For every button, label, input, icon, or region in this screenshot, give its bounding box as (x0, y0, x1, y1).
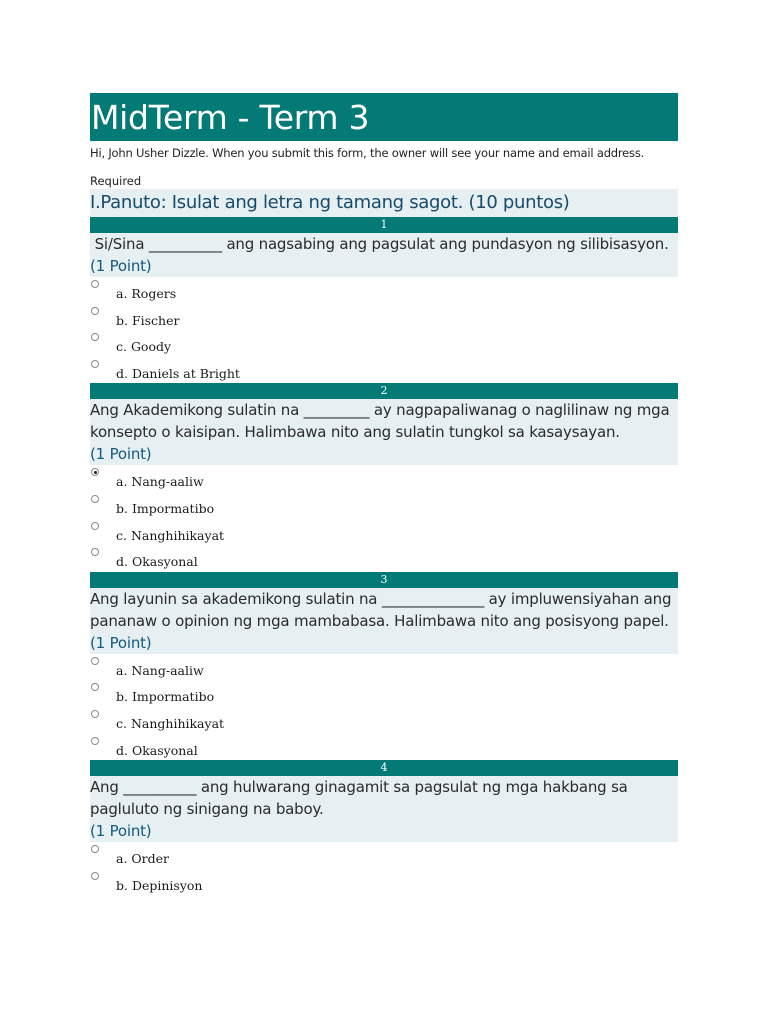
form-title: MidTerm - Term 3 (90, 93, 678, 141)
option-label: c. Goody (116, 339, 172, 355)
question-block (90, 760, 678, 895)
form-sheet (90, 93, 678, 895)
question-points: (1 Point) (90, 633, 152, 652)
question-text: Ang Akademikong sulatin na _________ ay nagpapaliwanag o naglilinaw ng mga konsepto o kaisipan. Halimbawa nito ang sulatin tungkol sa kasaysayan. (90, 401, 670, 442)
answer-option[interactable] (90, 545, 678, 572)
question-block (90, 572, 678, 760)
radio-selected-icon[interactable] (91, 468, 99, 476)
option-label: c. Nanghihikayat (116, 715, 225, 731)
option-label: a. Nang-aaliw (116, 474, 204, 490)
answer-option[interactable] (90, 304, 678, 331)
question-points: (1 Point) (90, 257, 152, 275)
section-heading: I.Panuto: Isulat ang letra ng tamang sagot. (10 puntos) (90, 189, 678, 217)
option-label: d. Daniels at Bright (116, 365, 240, 381)
option-label: a. Rogers (116, 286, 177, 301)
question-number: 4 (90, 760, 678, 776)
question-prompt (90, 233, 678, 277)
radio-icon[interactable] (91, 360, 99, 368)
answer-option[interactable] (90, 680, 678, 707)
radio-icon[interactable] (91, 872, 99, 880)
answer-option[interactable] (90, 519, 678, 546)
answer-option[interactable] (90, 869, 678, 896)
question-block (90, 383, 678, 571)
radio-icon[interactable] (91, 683, 99, 691)
answer-option[interactable] (90, 654, 678, 681)
question-number: 1 (90, 217, 678, 233)
answer-option[interactable] (90, 707, 678, 734)
answer-option[interactable] (90, 734, 678, 761)
radio-icon[interactable] (91, 280, 99, 288)
question-prompt (90, 776, 678, 842)
answer-option[interactable] (90, 492, 678, 519)
option-label: a. Order (116, 851, 169, 867)
answer-option[interactable] (90, 465, 678, 492)
option-label: b. Fischer (116, 312, 180, 328)
question-list (90, 217, 678, 895)
question-number: 3 (90, 572, 678, 588)
question-text: Si/Sina __________ ang nagsabing ang pagsulat ang pundasyon ng silibisasyon. (90, 235, 669, 253)
option-label: b. Depinisyon (116, 877, 203, 893)
option-label: b. Impormatibo (116, 500, 215, 516)
question-points: (1 Point) (90, 822, 152, 841)
option-label: c. Nanghihikayat (116, 527, 225, 543)
question-text: Ang layunin sa akademikong sulatin na ______________ ay impluwensiyahan ang pananaw o opinion ng mga mambabasa. Halimbawa nito ang posisyong papel. (90, 589, 676, 630)
question-prompt (90, 588, 678, 654)
radio-icon[interactable] (91, 737, 99, 745)
radio-icon[interactable] (91, 548, 99, 556)
radio-icon[interactable] (91, 845, 99, 853)
question-prompt (90, 399, 678, 465)
radio-icon[interactable] (91, 307, 99, 315)
answer-option[interactable] (90, 842, 678, 869)
answer-option[interactable] (90, 277, 678, 304)
question-number: 2 (90, 383, 678, 399)
answer-option[interactable] (90, 357, 678, 384)
radio-icon[interactable] (91, 333, 99, 341)
radio-icon[interactable] (91, 657, 99, 665)
question-points: (1 Point) (90, 445, 152, 464)
required-label: Required (90, 174, 142, 188)
question-block (90, 217, 678, 383)
radio-icon[interactable] (91, 522, 99, 530)
identity-notice: Hi, John Usher Dizzle. When you submit this form, the owner will see your name and email address. (90, 146, 645, 160)
option-label: d. Okasyonal (116, 554, 198, 570)
option-label: b. Impormatibo (116, 689, 215, 705)
radio-icon[interactable] (91, 710, 99, 718)
answer-option[interactable] (90, 330, 678, 357)
radio-icon[interactable] (91, 495, 99, 503)
question-text: Ang __________ ang hulwarang ginagamit sa pagsulat ng mga hakbang sa pagluluto ng sinigang na baboy. (90, 778, 633, 819)
option-label: a. Nang-aaliw (116, 662, 204, 678)
option-label: d. Okasyonal (116, 742, 198, 758)
